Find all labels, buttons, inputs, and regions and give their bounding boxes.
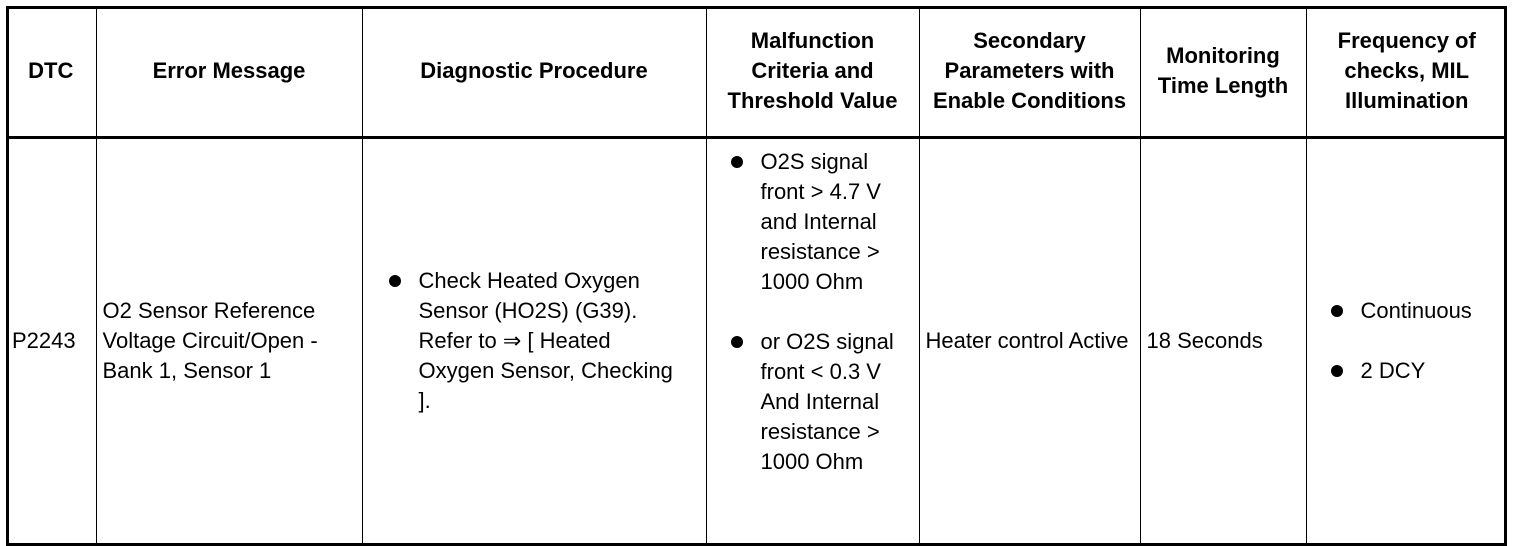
bullet-icon bbox=[731, 156, 743, 168]
header-dtc: DTC bbox=[6, 6, 96, 138]
header-error-message: Error Message bbox=[96, 6, 362, 138]
header-diagnostic-procedure: Diagnostic Procedure bbox=[362, 6, 706, 138]
header-secondary-parameters: Secondary Parameters with Enable Conditions bbox=[919, 6, 1140, 138]
frequency-text: 2 DCY bbox=[1360, 358, 1426, 383]
dtc-table bbox=[6, 6, 1507, 543]
frequency-item bbox=[1327, 356, 1502, 386]
table-row bbox=[6, 138, 1507, 544]
cell-frequency bbox=[1306, 138, 1507, 544]
header-row bbox=[6, 6, 1507, 138]
bullet-icon bbox=[1331, 365, 1343, 377]
criteria-item bbox=[727, 147, 917, 297]
cell-monitoring-time: 18 Seconds bbox=[1140, 138, 1306, 544]
bullet-icon bbox=[731, 336, 743, 348]
frequency-item bbox=[1327, 296, 1502, 326]
procedure-text: Check Heated Oxygen Sensor (HO2S) (G39). Refer to ⇒ [ Heated Oxygen Sensor, Checking ]. bbox=[418, 268, 673, 413]
frequency-list bbox=[1327, 296, 1502, 386]
frequency-text: Continuous bbox=[1360, 298, 1472, 323]
criteria-item bbox=[727, 327, 917, 477]
procedure-list bbox=[385, 266, 690, 416]
header-monitoring-time: Monitoring Time Length bbox=[1140, 6, 1306, 138]
bullet-icon bbox=[1331, 305, 1343, 317]
header-frequency: Frequency of checks, MIL Illumination bbox=[1306, 6, 1507, 138]
header-malfunction-criteria: Malfunction Criteria and Threshold Value bbox=[706, 6, 919, 138]
criteria-text: O2S signal front > 4.7 V and Internal resistance > 1000 Ohm bbox=[760, 149, 881, 294]
cell-secondary-parameters: Heater control Active bbox=[919, 138, 1140, 544]
criteria-list bbox=[727, 147, 917, 477]
cell-error-message: O2 Sensor Reference Voltage Circuit/Open - Bank 1, Sensor 1 bbox=[96, 138, 362, 544]
criteria-text: or O2S signal front < 0.3 V And Internal resistance > 1000 Ohm bbox=[760, 329, 894, 474]
cell-diagnostic-procedure bbox=[362, 138, 706, 544]
procedure-item bbox=[385, 266, 690, 416]
cell-dtc: P2243 bbox=[6, 138, 96, 544]
bullet-icon bbox=[389, 275, 401, 287]
cell-malfunction-criteria bbox=[706, 138, 919, 544]
